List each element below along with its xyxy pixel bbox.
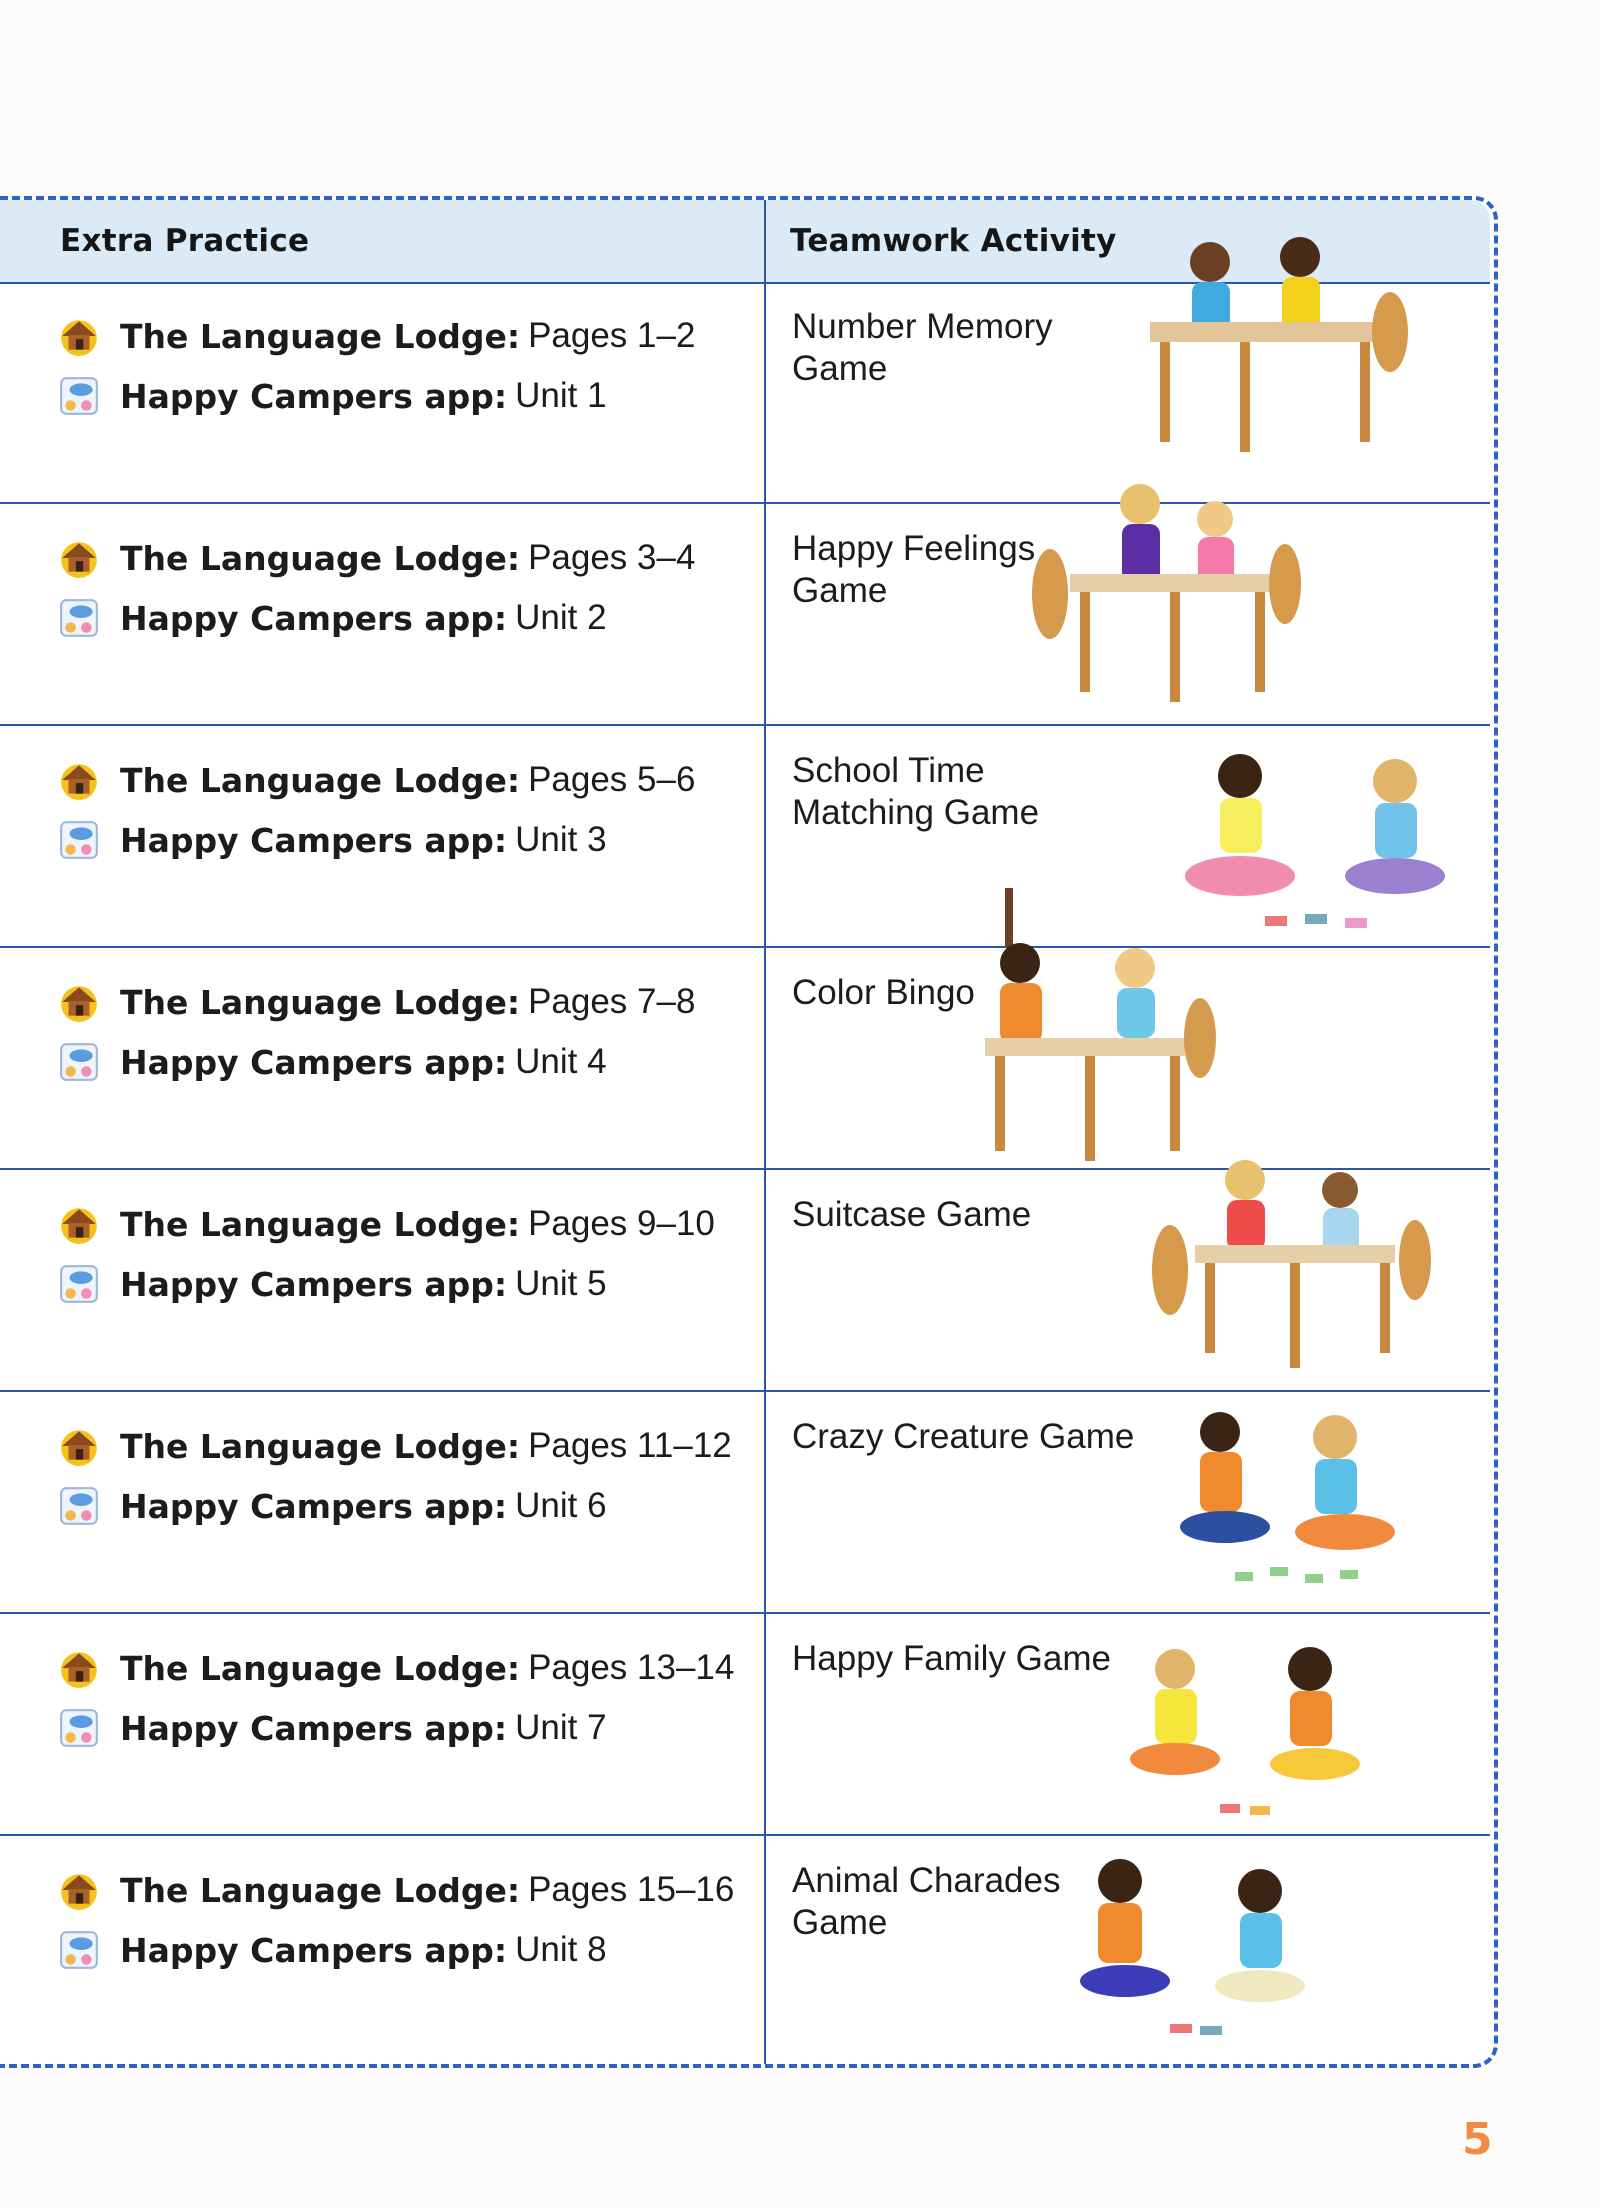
lodge-label: The Language Lodge: xyxy=(120,316,521,356)
table-row xyxy=(0,1392,1490,1614)
table-row xyxy=(0,1170,1490,1392)
lodge-line xyxy=(58,1200,715,1248)
house-icon xyxy=(58,537,100,579)
app-icon xyxy=(58,1929,100,1971)
children-sitting-illustration xyxy=(1060,1846,1340,2046)
practice-table-frame xyxy=(0,196,1498,2068)
app-unit: Unit 1 xyxy=(515,376,607,415)
app-label: Happy Campers app: xyxy=(120,1264,508,1304)
app-line xyxy=(58,372,607,420)
house-icon xyxy=(58,315,100,357)
app-icon xyxy=(58,819,100,861)
app-unit: Unit 6 xyxy=(515,1486,607,1525)
lodge-label: The Language Lodge: xyxy=(120,982,521,1022)
page-number: 5 xyxy=(1462,2114,1493,2165)
lodge-pages: Pages 13–14 xyxy=(528,1648,735,1687)
app-line xyxy=(58,594,607,642)
table-row xyxy=(0,1614,1490,1836)
house-icon xyxy=(58,1425,100,1467)
app-label: Happy Campers app: xyxy=(120,598,508,638)
app-unit: Unit 8 xyxy=(515,1930,607,1969)
lodge-label: The Language Lodge: xyxy=(120,1204,521,1244)
app-icon xyxy=(58,375,100,417)
activity-name: Animal Charades Game xyxy=(792,1861,1061,1942)
lodge-line xyxy=(58,978,695,1026)
house-icon xyxy=(58,981,100,1023)
house-icon xyxy=(58,1647,100,1689)
children-at-table-illustration xyxy=(965,888,1225,1168)
app-icon xyxy=(58,1485,100,1527)
app-unit: Unit 7 xyxy=(515,1708,607,1747)
app-line xyxy=(58,1038,607,1086)
app-label: Happy Campers app: xyxy=(120,820,508,860)
lodge-line xyxy=(58,534,695,582)
app-unit: Unit 2 xyxy=(515,598,607,637)
activity-name: Happy Feelings Game xyxy=(792,529,1036,610)
table-row xyxy=(0,726,1490,948)
practice-table xyxy=(0,200,1490,2064)
app-unit: Unit 5 xyxy=(515,1264,607,1303)
app-label: Happy Campers app: xyxy=(120,1708,508,1748)
app-line xyxy=(58,816,607,864)
children-sitting-illustration xyxy=(1185,736,1465,936)
activity-name: Color Bingo xyxy=(792,973,975,1012)
lodge-label: The Language Lodge: xyxy=(120,1870,521,1910)
app-line xyxy=(58,1482,607,1530)
app-label: Happy Campers app: xyxy=(120,1042,508,1082)
app-icon xyxy=(58,597,100,639)
app-label: Happy Campers app: xyxy=(120,376,508,416)
children-sitting-illustration xyxy=(1120,1634,1370,1829)
activity-name: Happy Family Game xyxy=(792,1639,1111,1678)
lodge-line xyxy=(58,1866,734,1914)
house-icon xyxy=(58,759,100,801)
app-unit: Unit 3 xyxy=(515,820,607,859)
lodge-pages: Pages 9–10 xyxy=(528,1204,715,1243)
lodge-line xyxy=(58,312,695,360)
app-unit: Unit 4 xyxy=(515,1042,607,1081)
activity-name: Suitcase Game xyxy=(792,1195,1032,1234)
app-label: Happy Campers app: xyxy=(120,1930,508,1970)
children-at-table-illustration xyxy=(1120,202,1420,457)
lodge-line xyxy=(58,756,695,804)
house-icon xyxy=(58,1869,100,1911)
app-line xyxy=(58,1260,607,1308)
header-extra-practice: Extra Practice xyxy=(60,223,310,259)
app-icon xyxy=(58,1041,100,1083)
lodge-pages: Pages 11–12 xyxy=(528,1426,732,1465)
header-teamwork-activity: Teamwork Activity xyxy=(790,223,1117,259)
house-icon xyxy=(58,1203,100,1245)
app-icon xyxy=(58,1263,100,1305)
lodge-pages: Pages 3–4 xyxy=(528,538,696,577)
lodge-label: The Language Lodge: xyxy=(120,538,521,578)
table-row xyxy=(0,1836,1490,2058)
lodge-label: The Language Lodge: xyxy=(120,1648,521,1688)
children-at-table-illustration xyxy=(1030,464,1310,704)
lodge-pages: Pages 1–2 xyxy=(528,316,696,355)
app-line xyxy=(58,1704,607,1752)
app-label: Happy Campers app: xyxy=(120,1486,508,1526)
table-row xyxy=(0,504,1490,726)
lodge-label: The Language Lodge: xyxy=(120,760,521,800)
lodge-pages: Pages 5–6 xyxy=(528,760,696,799)
children-sitting-illustration xyxy=(1175,1402,1445,1602)
table-row xyxy=(0,948,1490,1170)
app-icon xyxy=(58,1707,100,1749)
children-at-table-illustration xyxy=(1145,1140,1435,1380)
lodge-line xyxy=(58,1422,732,1470)
app-line xyxy=(58,1926,607,1974)
lodge-pages: Pages 7–8 xyxy=(528,982,696,1021)
lodge-label: The Language Lodge: xyxy=(120,1426,521,1466)
activity-name: Number Memory Game xyxy=(792,307,1053,388)
lodge-line xyxy=(58,1644,734,1692)
lodge-pages: Pages 15–16 xyxy=(528,1870,735,1909)
activity-name: Crazy Creature Game xyxy=(792,1417,1135,1456)
activity-name: School Time Matching Game xyxy=(792,751,1040,832)
